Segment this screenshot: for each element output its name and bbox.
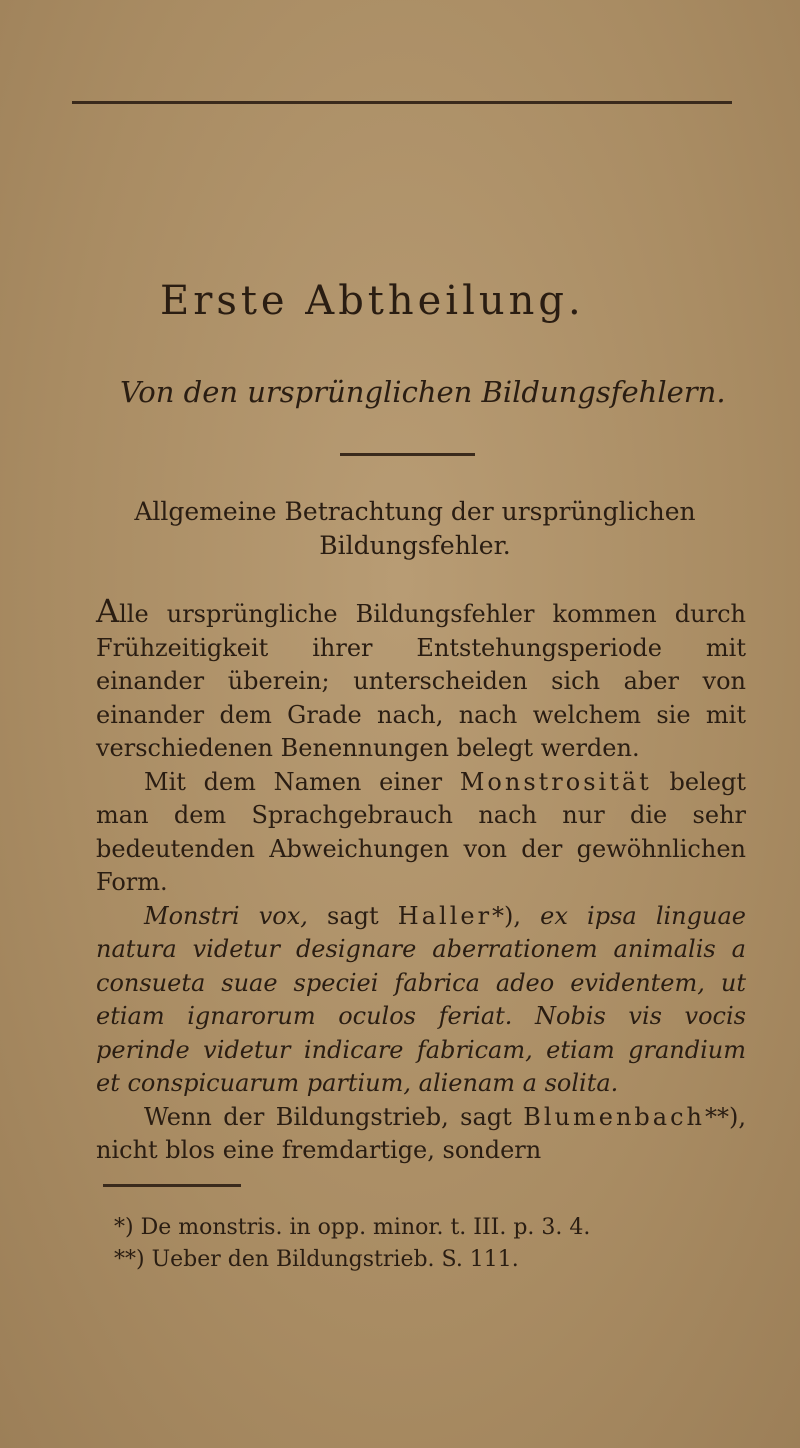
paragraph-2 <box>96 766 746 900</box>
p2-before: Mit dem Namen einer <box>144 767 443 796</box>
body-text <box>96 592 746 1168</box>
paragraph-1: Alle ursprüngliche Bildungsfehler kommen durch Frühzeitigkeit ihrer Entstehungsperiode mit einander überein; unterscheiden sich aber von einander dem Grade nach, nach welchem sie mit verschiedenen Benennungen belegt werden. <box>96 592 746 762</box>
term-monstrositaet: Monstrosität <box>459 767 652 796</box>
paragraph-3 <box>96 900 746 1101</box>
p3-sagt: sagt <box>327 901 379 930</box>
footnotes <box>114 1212 714 1276</box>
footnote-2: **) Ueber den Bildungstrieb. S. 111. <box>114 1247 519 1272</box>
part-heading: Erste Abtheilung. <box>160 278 585 324</box>
p4-after: **), nicht blos eine fremdartige, sondern <box>96 1102 746 1164</box>
p2-after: belegt man dem Sprachgebrauch nach nur die sehr bedeutenden Abweichungen von der gewöhnlichen Form. <box>96 767 746 896</box>
paragraph-4 <box>96 1101 746 1168</box>
footnote-ref-1: *), <box>492 901 522 930</box>
author-haller: Haller <box>397 901 493 930</box>
top-rule <box>72 101 732 104</box>
section-title: Allgemeine Betrachtung der ursprünglichen Bildungsfehler. <box>134 497 696 560</box>
footnote-rule <box>103 1184 241 1187</box>
part-subheading: Von den ursprünglichen Bildungsfehlern. <box>120 375 726 409</box>
author-blumenbach: Blumenbach <box>523 1102 705 1131</box>
footnote-1: *) De monstris. in opp. minor. t. III. p. 3. 4. <box>114 1215 591 1240</box>
latin-quote-start: Monstri vox, <box>144 901 308 930</box>
p4-before: Wenn der Bildungstrieb, sagt <box>144 1102 512 1131</box>
latin-quote: ex ipsa linguae natura videtur designare aberrationem animalis a consueta suae speciei fabrica adeo evidentem, ut etiam ignarorum oculos feriat. Nobis vis vocis perinde videtur indicare fabricam, etiam grandium et conspicuarum partium, alienam a solita. <box>96 901 746 1097</box>
section-divider <box>340 453 475 456</box>
